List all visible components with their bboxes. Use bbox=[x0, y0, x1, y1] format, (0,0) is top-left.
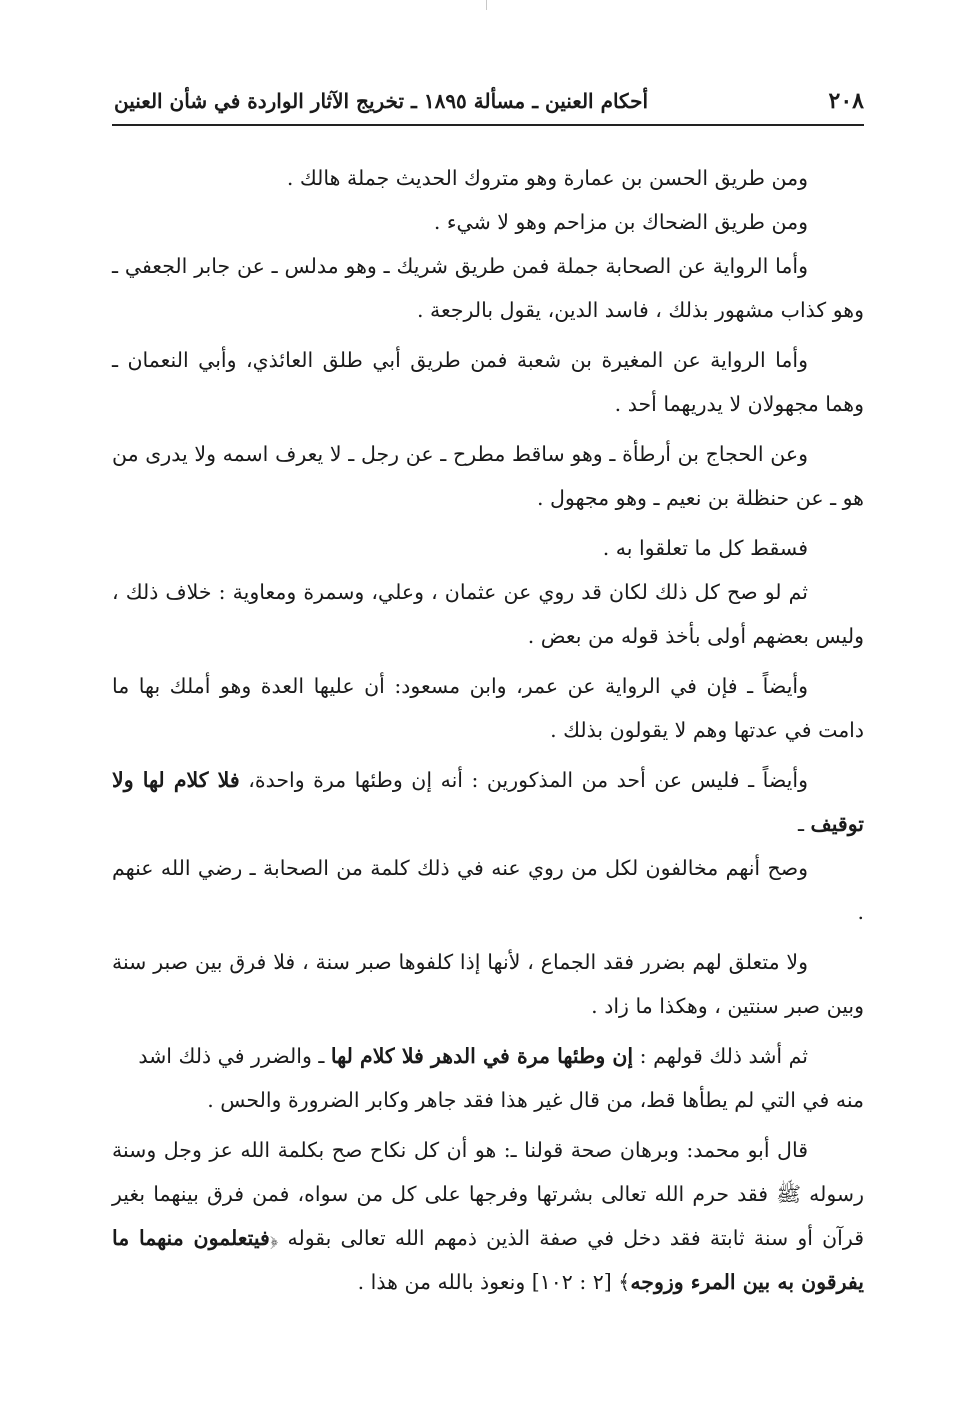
paragraph: ثم لو صح كل ذلك لكان قد روي عن عثمان ، وعلي، وسمرة ومعاوية : خلاف ذلك ، وليس بعضهم أولى بأخذ قوله من بعض . bbox=[112, 580, 864, 648]
paragraph-text: ﴾ [٢ : ١٠٢] ونعوذ بالله من هذا . bbox=[357, 1270, 631, 1294]
paragraph bbox=[112, 1034, 864, 1078]
paragraph: فسقط كل ما تعلقوا به . bbox=[602, 536, 808, 560]
paragraph: وعن الحجاج بن أرطأة ـ وهو ساقط مطرح ـ عن رجل ـ لا يعرف اسمه ولا يدرى من هو ـ عن حنظلة بن نعيم ـ وهو مجهول . bbox=[112, 442, 864, 510]
paragraph-text: ثم أشد ذلك قولهم : bbox=[633, 1044, 808, 1068]
paragraph: وأما الرواية عن الصحابة جملة فمن طريق شريك ـ وهو مدلس ـ عن جابر الجعفي ـ وهو كذاب مشهور بذلك ، فاسد الدين، يقول بالرجعة . bbox=[112, 254, 864, 322]
paragraph: وصح أنهم مخالفون لكل من روي عنه في ذلك كلمة من الصحابة ـ رضي الله عنهم . bbox=[112, 856, 864, 924]
page-header bbox=[114, 84, 864, 118]
paragraph-text: قال أبو محمد: وبرهان صحة قولنا ـ: هو أن كل نكاح صح بكلمة الله عز وجل وسنة رسوله ﷺ فقد حرم الله تعالى بشرتها وفرجها على كل من سواه، فمن فرق بينهما بغير قرآن أو سنة ثابتة فقد دخل في صفة الذين ذمهم الله تعالى بقوله ﴿ bbox=[112, 1138, 864, 1250]
header-rule bbox=[112, 124, 864, 126]
paragraph: ومن طريق الضحاك بن مزاحم وهو لا شيء . bbox=[433, 210, 808, 234]
running-title: أحكام العنين ـ مسألة ١٨٩٥ ـ تخريج الآثار الواردة في شأن العنين bbox=[114, 89, 649, 113]
quran-quote: فيتعلمون منهما ما يفرقون به بين المرء وزوجه bbox=[112, 1226, 864, 1294]
paragraph-text: وأيضاً ـ فليس عن أحد من المذكورين : أنه إن وطئها مرة واحدة، bbox=[239, 768, 808, 792]
bold-phrase: فلا كلام لها ولا توقيف bbox=[112, 768, 864, 836]
bold-phrase: إن وطئها مرة في الدهر فلا كلام لها bbox=[330, 1044, 634, 1068]
paragraph-text: ـ والضرر في ذلك اشد bbox=[138, 1044, 331, 1068]
page-number: ٢٠٨ bbox=[828, 88, 864, 114]
body-text bbox=[112, 156, 864, 1326]
paragraph: ولا متعلق لهم بضرر فقد الجماع ، لأنها إذا كلفوها صبر سنة ، فلا فرق بين صبر سنة وبين صبر سنتين ، وهكذا ما زاد . bbox=[112, 950, 864, 1018]
paragraph: ومن طريق الحسن بن عمارة وهو متروك الحديث جملة هالك . bbox=[286, 166, 808, 190]
paragraph bbox=[112, 1128, 864, 1304]
fold-mark bbox=[486, 0, 487, 10]
paragraph-continuation: منه في التي لم يطأها قط، من قال غير هذا فقد جاهر وكابر الضرورة والحس . bbox=[207, 1088, 864, 1112]
paragraph: وأما الرواية عن المغيرة بن شعبة فمن طريق أبي طلق العائذي، وأبي النعمان ـ وهما مجهولان لا يدريهما أحد . bbox=[112, 348, 864, 416]
paragraph: وأيضاً ـ فإن في الرواية عن عمر، وابن مسعود: أن عليها العدة وهو أملك بها ما دامت في عدتها وهم لا يقولون بذلك . bbox=[112, 674, 864, 742]
paragraph: وأيضاً ـ فليس عن أحد من المذكورين : أنه إن وطئها مرة واحدة، فلا كلام لها ولا توقيف ـ bbox=[112, 768, 864, 836]
